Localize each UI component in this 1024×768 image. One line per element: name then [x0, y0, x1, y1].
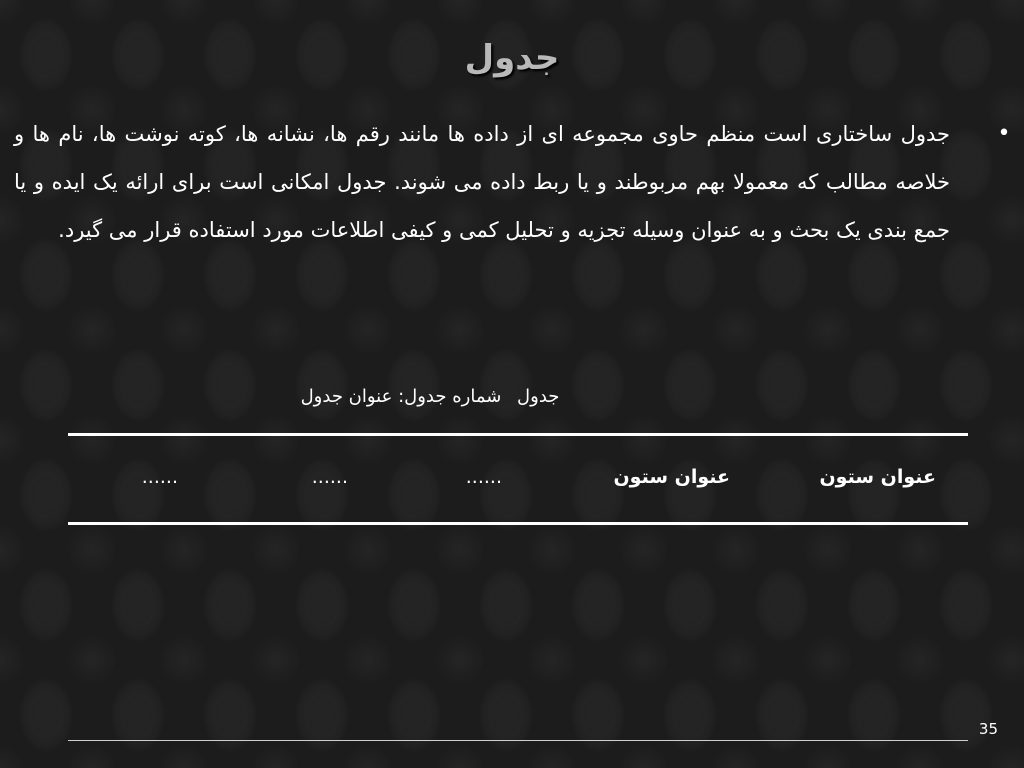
footer-divider — [68, 740, 968, 741]
table-column-placeholder: ...... — [311, 466, 348, 488]
caption-label: جدول — [517, 386, 560, 407]
table-column-placeholder: ...... — [465, 466, 502, 488]
table-column-placeholder: ...... — [141, 466, 178, 488]
body-text — [14, 110, 1014, 254]
table-header-row — [0, 466, 1024, 496]
paragraph-text: جدول ساختاری است منظم حاوی مجموعه ای از داده ها مانند رقم ها، نشانه ها، کوته نوشت ها، نام ها و خلاصه مطالب که معمولا بهم مربوطند و یا ربط داده می شوند. جدول امکانی است برای ارائه یک ایده و یا جمع بندی یک بحث و به عنوان وسیله تجزیه و تحلیل کمی و کیفی اطلاعات مورد استفاده قرار می گیرد. — [14, 122, 950, 242]
table-column-header: عنوان ستون — [819, 466, 936, 488]
table-top-rule — [68, 433, 968, 436]
bullet-icon: • — [997, 121, 1011, 146]
table-column-header: عنوان ستون — [613, 466, 730, 488]
page-number: 35 — [978, 720, 998, 738]
bullet-item — [14, 110, 1014, 254]
table-caption — [230, 386, 630, 407]
slide-title: جدول — [464, 38, 560, 78]
table-bottom-rule — [68, 522, 968, 525]
caption-text: شماره جدول: عنوان جدول — [300, 386, 502, 407]
